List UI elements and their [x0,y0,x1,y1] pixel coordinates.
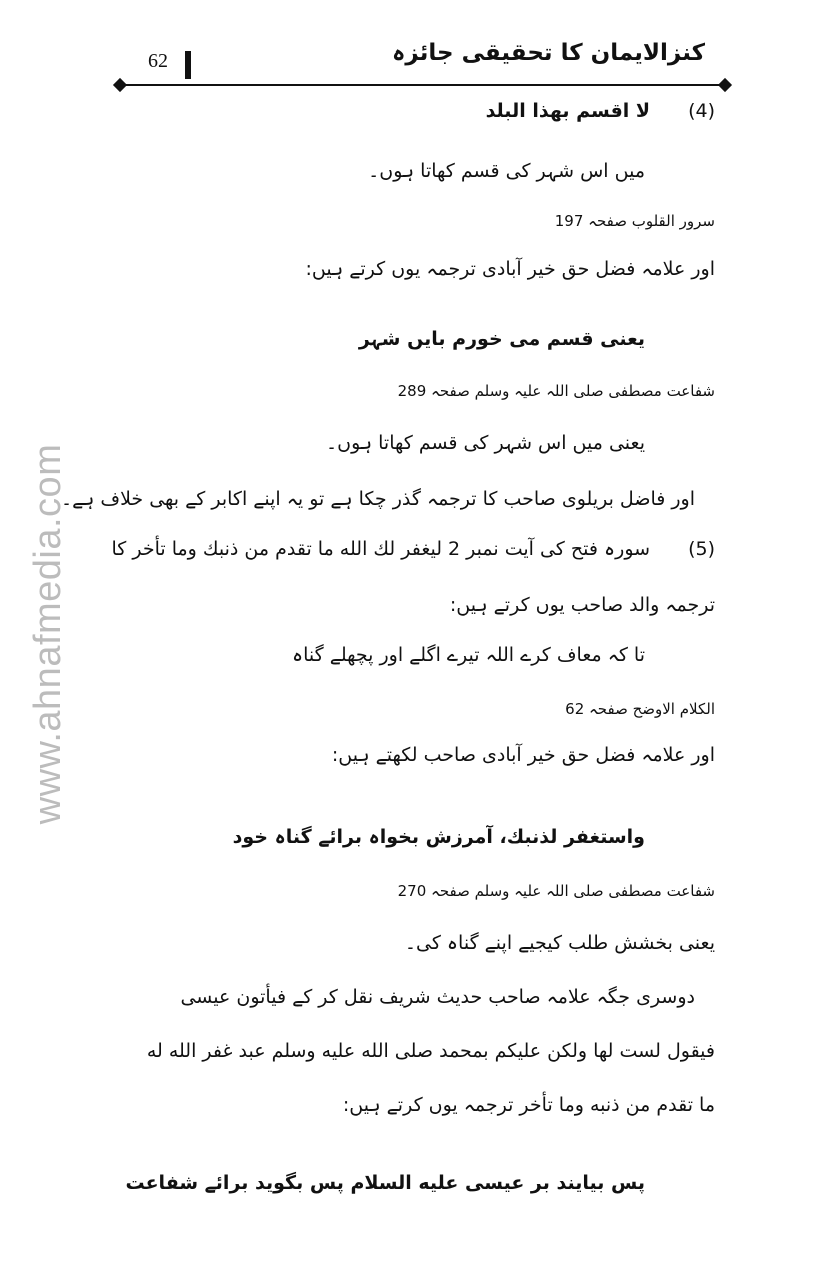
persian-quote: واستغفر لذنبك، آمرزش بخواہ برائے گناہ خود [232,826,645,848]
watermark: www.ahnafmedia.com [27,443,69,825]
translation-line: تا کہ معاف کرے اللہ تیرے اگلے اور پچھلے گناہ [291,644,645,666]
paragraph-line: فیقول لست لھا ولکن علیکم بمحمد صلی الله علیه وسلم عبد غفر الله له [146,1040,715,1062]
item-number: (4) [688,100,715,122]
item-5-line [110,538,715,560]
header-rule [120,84,725,86]
page-number: 62 [148,50,168,72]
reference: سرور القلوب صفحہ 197 [554,212,715,230]
item-4-line [110,100,715,122]
book-title: کنزالایمان کا تحقیقی جائزہ [391,40,705,66]
quran-verse: لا اقسم بھذا البلد [485,100,651,122]
item-number: (5) [688,538,715,560]
paragraph-line: اور علامہ فضل حق خیر آبادی صاحب لکھتے ہیں: [331,744,715,766]
persian-quote: پس بیایند بر عیسی علیه السلام پس بگوید برائے شفاعت [125,1172,645,1194]
paragraph-line: ما تقدم من ذنبه وما تأخر ترجمہ یوں کرتے ہیں: [342,1094,715,1116]
persian-quote: یعنی قسم می خورم بایں شہر [358,328,645,350]
page-number-separator [185,51,191,79]
paragraph-line: دوسری جگہ علامہ صاحب حدیث شریف نقل کر کے فیأتون عیسی [180,986,695,1008]
translation-line: میں اس شہر کی قسم کھاتا ہوں۔ [368,160,645,182]
reference: شفاعت مصطفی صلی اللہ علیہ وسلم صفحہ 289 [397,382,715,400]
reference: الکلام الاوضح صفحہ 62 [565,700,715,718]
paragraph-line: اور علامہ فضل حق خیر آبادی ترجمہ یوں کرتے ہیں: [305,258,715,280]
paragraph-line: ترجمہ والد صاحب یوں کرتے ہیں: [449,594,715,616]
reference: شفاعت مصطفی صلی اللہ علیہ وسلم صفحہ 270 [397,882,715,900]
translation-line: یعنی میں اس شہر کی قسم کھاتا ہوں۔ [326,432,645,454]
translation-line: یعنی بخشش طلب کیجیے اپنے گناہ کی۔ [404,932,715,954]
paragraph-line: اور فاضل بریلوی صاحب کا ترجمہ گذر چکا ہے تو یہ اپنے اکابر کے بھی خلاف ہے۔ [60,488,695,510]
rule-left-diamond-icon [113,78,127,92]
paragraph-text: سورہ فتح کی آیت نمبر 2 لیغفر لك الله ما تقدم من ذنبك وما تأخر کا [111,538,651,560]
rule-right-diamond-icon [718,78,732,92]
